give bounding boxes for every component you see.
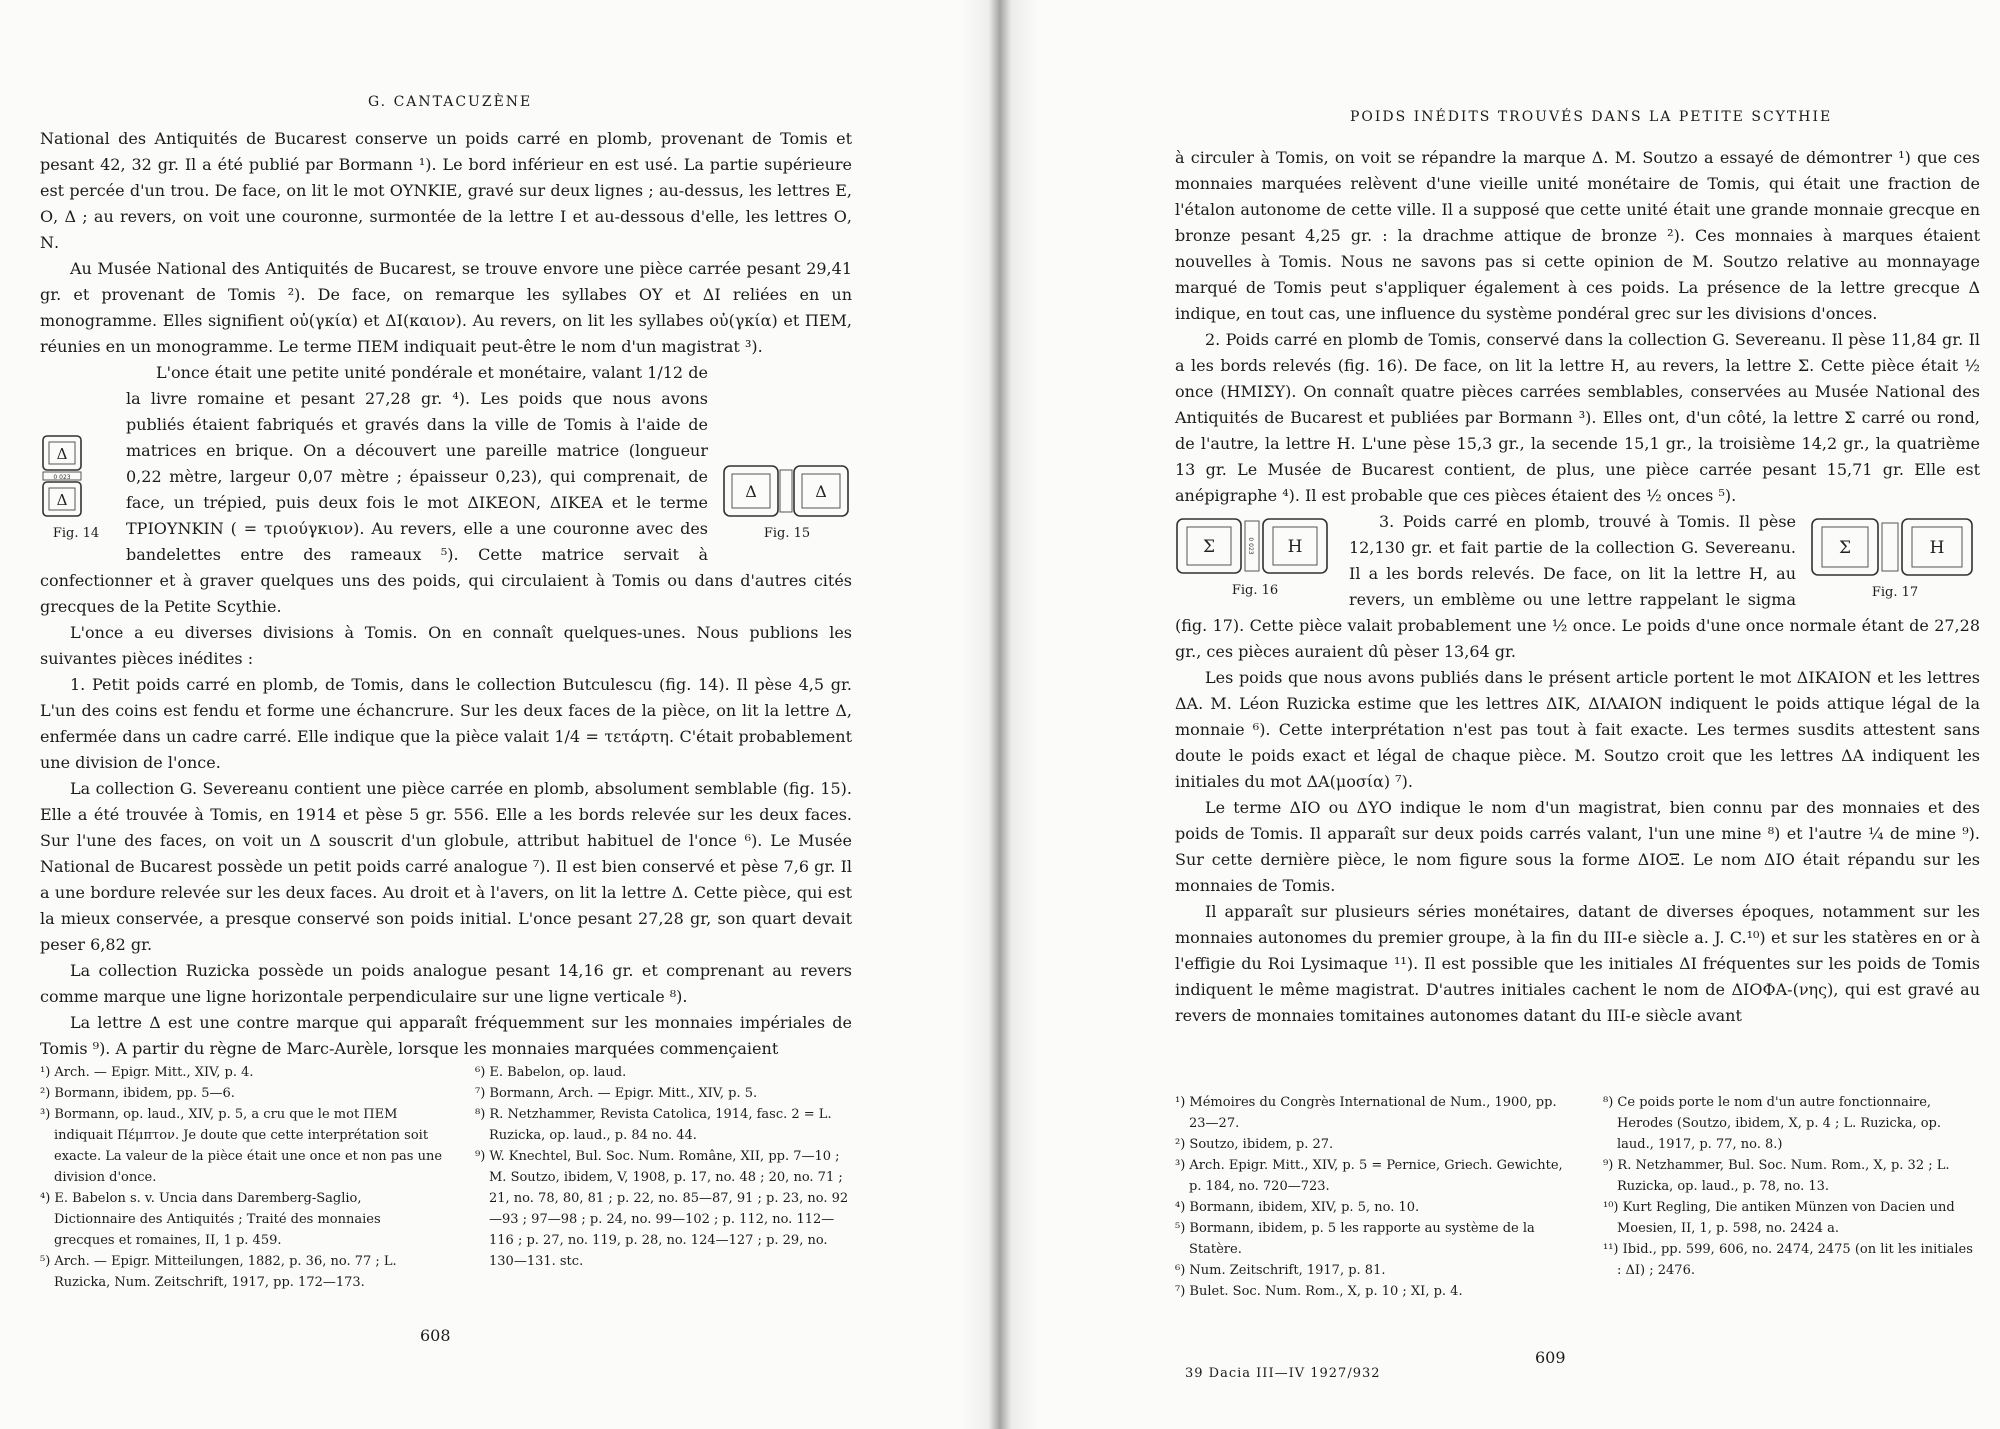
footnote: ³) Bormann, op. laud., XIV, p. 5, a cru que le mot ΠΕΜ indiquait Πέμπτον. Je doute que cette interprétation soit exacte. La valeur de la pièce était une once et non pas une division d'once. xyxy=(40,1107,443,1185)
fig14-letter: Δ xyxy=(56,445,68,463)
fig14-label: Fig. 14 xyxy=(52,526,100,541)
left-paragraph-3: L'once était une petite unité pondérale et monétaire, valant 1/12 de la livre romaine et pesant 27,28 gr. ⁴). Les poids que nous avons publiés étaient fabriqués et gravés dans la ville de Tomis à l'aide de matrices en brique. On a découvert une pareille matrice (longueur 0,22 mètre, largeur 0,07 mètre ; épaisseur 0,23), qui comprenait, de face, un trépied, puis deux fois le mot ΔΙΚΕΟΝ, ΔΙΚΕΑ et le terme ΤΡΙΟΥΝΚΙΝ ( = τριούγκιον). Au revers, elle a une couronne avec des bandelettes entre des rameaux ⁵). Cette matrice servait à confectionner et à graver quelques uns des poids, qui circulaient à Tomis ou dans d'autres cités grecques de la Petite Scythie. xyxy=(40,363,852,616)
fig15-letter-reverse: Δ xyxy=(815,482,827,501)
signature-imprint: 39 Dacia III—IV 1927/932 xyxy=(1185,1366,1381,1381)
right-paragraph-6: Il apparaît sur plusieurs séries monétaires, datant de diverses époques, notamment sur les monnaies autonomes du premier groupe, à la fin du III-e siècle a. J. C.¹⁰) et sur les statères en or à l'effigie du Roi Lysimaque ¹¹). Il est possible que les initiales ΔΙ fréquentes sur les poids de Tomis indiquent le même magistrat. D'autres initiales cachent le nom de ΔΙΟΦΑ-(νης), qui est gravé au revers de monnaies tomitaines autonomes datant du III-e siècle avant xyxy=(1175,902,1980,1025)
fig15-label: Fig. 15 xyxy=(763,526,811,541)
right-footnotes-column-b xyxy=(1603,1092,1978,1281)
fig15-illustration xyxy=(722,460,852,522)
left-body xyxy=(40,126,852,1062)
left-footnotes-column-a xyxy=(40,1062,445,1293)
left-footnotes xyxy=(40,1062,852,1293)
fig16-letter-sigma: Σ xyxy=(1202,537,1216,557)
left-paragraph-5: 1. Petit poids carré en plomb, de Tomis, dans le collection Butculescu (fig. 14). Il pèse 4,5 gr. L'un des coins est fendu et forme une échancrure. Sur les deux faces de la pièce, on lit la lettre Δ, enfermée dans un cadre carré. Elle indique que la pièce valait 1/4 = τετάρτη. C'était probablement une division de l'once. xyxy=(40,675,852,772)
right-page xyxy=(1000,0,2000,1429)
footnote: ²) Bormann, ibidem, pp. 5—6. xyxy=(40,1086,235,1101)
footnote: ⁸) R. Netzhammer, Revista Catolica, 1914, fasc. 2 = L. Ruzicka, op. laud., p. 84 no. 44. xyxy=(475,1107,832,1143)
fig16-letter-eta: Η xyxy=(1287,537,1303,557)
footnote: ⁷) Bormann, Arch. — Epigr. Mitt., XIV, p. 5. xyxy=(475,1086,758,1101)
right-paragraph-4: Les poids que nous avons publiés dans le présent article portent le mot ΔΙΚΑΙΟΝ et les lettres ΔΑ. M. Léon Ruzicka estime que les lettres ΔΙΚ, ΔΙΛΑΙΟΝ indiquent le poids attique légal de la monnaie ⁶). Cette interprétation n'est pas tout à fait exacte. Les termes susdits attestent sans doute le poids exact et légal de chaque pièce. M. Soutzo croit que les lettres ΔΑ indiquent les initiales du mot ΔΑ(μοσία) ⁷). xyxy=(1175,668,1980,791)
fig17-illustration xyxy=(1810,513,1980,581)
figure-14 xyxy=(40,432,112,542)
right-footnotes xyxy=(1175,1092,1980,1302)
fig14-letter-reverse: Δ xyxy=(56,491,68,509)
footnote: ¹) Mémoires du Congrès International de Num., 1900, pp. 23—27. xyxy=(1175,1095,1557,1131)
footnote: ⁵) Arch. — Epigr. Mitteilungen, 1882, p. 36, no. 77 ; L. Ruzicka, Num. Zeitschrift, 1917, pp. 172—173. xyxy=(40,1254,397,1290)
left-paragraph-6: La collection G. Severeanu contient une pièce carrée en plomb, absolument semblable (fig. 15). Elle a été trouvée à Tomis, en 1914 et pèse 5 gr. 556. Elle a les bords relevée sur les deux faces. Sur l'une des faces, on voit un Δ souscrit d'un globule, attribut habituel de l'once ⁶). Le Musée National de Bucarest possède un petit poids carré analogue ⁷). Il est bien conservé et pèse 7,6 gr. Il a une bordure relevée sur les deux faces. Au droit et à l'avers, on lit la lettre Δ. Cette pièce, qui est la mieux conservée, a presque conservé son poids initial. L'once pesant 27,28 gr, son quart devait peser 6,82 gr. xyxy=(40,779,853,954)
left-running-head: G. CANTACUZÈNE xyxy=(368,94,533,110)
fig16-edge-mark: 0 023 xyxy=(1247,537,1254,555)
fig16-illustration xyxy=(1175,513,1335,579)
footnote: ⁹) R. Netzhammer, Bul. Soc. Num. Rom., X, p. 32 ; L. Ruzicka, op. laud., p. 78, no. 13. xyxy=(1603,1158,1950,1194)
left-paragraph-8: La lettre Δ est une contre marque qui apparaît fréquemment sur les monnaies impériales de Tomis ⁹). A partir du règne de Marc-Aurèle, lorsque les monnaies marquées commençaient xyxy=(40,1013,852,1058)
right-body xyxy=(1175,145,1980,1029)
fig16-label: Fig. 16 xyxy=(1231,583,1279,598)
footnote: ⁷) Bulet. Soc. Num. Rom., X, p. 10 ; XI, p. 4. xyxy=(1175,1284,1463,1299)
right-running-head: POIDS INÉDITS TROUVÉS DANS LA PETITE SCYTHIE xyxy=(1350,109,1833,125)
footnote: ²) Soutzo, ibidem, p. 27. xyxy=(1175,1137,1334,1152)
footnote: ⁸) Ce poids porte le nom d'un autre fonctionnaire, Herodes (Soutzo, ibidem, X, p. 4 ; L. Ruzicka, op. laud., 1917, p. 77, no. 8.) xyxy=(1603,1095,1942,1152)
fig17-label: Fig. 17 xyxy=(1871,585,1919,600)
footnote: ⁶) E. Babelon, op. laud. xyxy=(475,1065,627,1080)
right-page-number: 609 xyxy=(1535,1348,1566,1367)
figure-17 xyxy=(1810,513,1980,601)
left-page xyxy=(0,0,970,1429)
footnote: ³) Arch. Epigr. Mitt., XIV, p. 5 = Pernice, Griech. Gewichte, p. 184, no. 720—723. xyxy=(1175,1158,1563,1194)
fig15-letter: Δ xyxy=(745,482,757,501)
footnote: ¹¹) Ibid., pp. 599, 606, no. 2474, 2475 (on lit les initiales : ΔΙ) ; 2476. xyxy=(1603,1242,1973,1278)
left-paragraph-7: La collection Ruzicka possède un poids analogue pesant 14,16 gr. et comprenant au revers comme marque une ligne horizontale perpendiculaire sur une ligne verticale ⁸). xyxy=(40,961,852,1006)
footnote: ¹⁰) Kurt Regling, Die antiken Münzen von Dacien und Moesien, II, 1, p. 598, no. 2424 a. xyxy=(1603,1200,1955,1236)
footnote: ⁴) E. Babelon s. v. Uncia dans Daremberg-Saglio, Dictionnaire des Antiquités ; Traité des monnaies grecques et romaines, II, 1 p. 459. xyxy=(40,1191,381,1248)
left-footnotes-column-b xyxy=(475,1062,850,1272)
figure-16 xyxy=(1175,513,1335,599)
footnote: ⁴) Bormann, ibidem, XIV, p. 5, no. 10. xyxy=(1175,1200,1420,1215)
right-paragraph-5: Le terme ΔΙΟ ou ΔΥΟ indique le nom d'un magistrat, bien connu par des monnaies et des poids de Tomis. Il apparaît sur deux poids carrés valant, l'un une mine ⁸) et l'autre ¼ de mine ⁹). Sur cette dernière pièce, le nom figure sous la forme ΔΙΟΞ. Le nom ΔΙΟ était répandu sur les monnaies de Tomis. xyxy=(1175,798,1980,895)
footnote: ⁵) Bormann, ibidem, p. 5 les rapporte au système de la Statère. xyxy=(1175,1221,1535,1257)
left-paragraph-1: National des Antiquités de Bucarest conserve un poids carré en plomb, provenant de Tomis et pesant 42, 32 gr. Il a été publié par Bormann ¹). Le bord inférieur en est usé. La partie supérieure est percée d'un trou. De face, on lit le mot ΟΥΝΚΙΕ, gravé sur deux lignes ; au-dessus, les lettres Ε, Ο, Δ ; au revers, on voit une couronne, surmontée de la lettre Ι et au-dessous d'elle, les lettres Ο, Ν. xyxy=(40,129,852,252)
right-paragraph-1: à circuler à Tomis, on voit se répandre la marque Δ. M. Soutzo a essayé de démontrer ¹) que ces monnaies marquées relèvent d'une vieille unité monétaire de Tomis, qui était une fraction de l'étalon autonome de cette ville. Il a supposé que cette unité était une grande monnaie grecque en bronze pesant 4,25 gr. : la drachme attique de bronze ²). Ces monnaies à marques étaient nouvelles à Tomis. Nous ne savons pas si cette opinion de M. Soutzo relative au monnayage marqué de Tomis peut s'appliquer également à ces poids. La présence de la lettre grecque Δ indique, en tout cas, une influence du système pondéral grec sur les divisions d'onces. xyxy=(1175,148,1980,323)
fig17-emblem: Σ xyxy=(1838,538,1852,558)
figure-15 xyxy=(722,460,852,542)
left-paragraph-2: Au Musée National des Antiquités de Bucarest, se trouve envore une pièce carrée pesant 29,41 gr. et provenant de Tomis ²). De face, on remarque les syllabes ΟΥ et ΔΙ reliées en un monogramme. Elles signifient οὐ(γκία) et ΔΙ(καιον). Au revers, on lit les syllabes οὐ(γκία) et ΠΕΜ, réunies en un monogramme. Le terme ΠΕΜ indiquait peut-être le nom d'un magistrat ³). xyxy=(40,259,853,356)
right-paragraph-3: 3. Poids carré en plomb, trouvé à Tomis. Il pèse 12,130 gr. et fait partie de la collection G. Severeanu. Il a les bords relevés. De face, on lit la lettre Η, au revers, un emblème ou une lettre rappelant le sigma (fig. 17). Cette pièce valait probablement une ½ once. Le poids d'une once normale étant de 27,28 gr., ces pièces auraient dû pèser 13,64 gr. xyxy=(1175,512,1980,661)
footnote: ⁶) Num. Zeitschrift, 1917, p. 81. xyxy=(1175,1263,1386,1278)
fig14-illustration xyxy=(40,432,112,522)
fig17-letter-eta: Η xyxy=(1929,538,1945,558)
left-page-number: 608 xyxy=(420,1326,451,1345)
footnote: ⁹) W. Knechtel, Bul. Soc. Num. Române, XII, pp. 7—10 ; M. Soutzo, ibidem, V, 1908, p. 17, no. 48 ; 20, no. 71 ; 21, no. 78, 80, 81 ; p. 22, no. 85—87, 91 ; p. 23, no. 92—93 ; 97—98 ; p. 24, no. 99—102 ; p. 112, no. 112—116 ; p. 27, no. 119, p. 28, no. 124—127 ; p. 29, no. 130—131. stc. xyxy=(475,1149,849,1269)
fig14-edge-mark: 0 023 xyxy=(53,474,71,481)
right-footnotes-column-a xyxy=(1175,1092,1575,1302)
right-paragraph-2: 2. Poids carré en plomb de Tomis, conservé dans la collection G. Severeanu. Il pèse 11,84 gr. Il a les bords relevés (fig. 16). De face, on lit la lettre Η, au revers, la lettre Σ. Cette pièce était ½ once (ΗΜΙΣΥ). On connaît quatre pièces carrées semblables, conservées au Musée National des Antiquités de Bucarest et publiées par Bormann ³). Elles ont, d'un côté, la lettre Σ carré ou rond, de l'autre, la lettre Η. L'une pèse 15,3 gr., la secende 15,1 gr., la troisième 14,2 gr., la quatrième 13 gr. Le Musée de Bucarest contient, de plus, une pièce carrée pesant 15,71 gr. Elle est anépigraphe ⁴). Il est probable que ces pièces étaient des ½ onces ⁵). xyxy=(1175,330,1980,505)
left-paragraph-4: L'once a eu diverses divisions à Tomis. On en connaît quelques-unes. Nous publions les suivantes pièces inédites : xyxy=(40,623,852,668)
footnote: ¹) Arch. — Epigr. Mitt., XIV, p. 4. xyxy=(40,1065,254,1080)
